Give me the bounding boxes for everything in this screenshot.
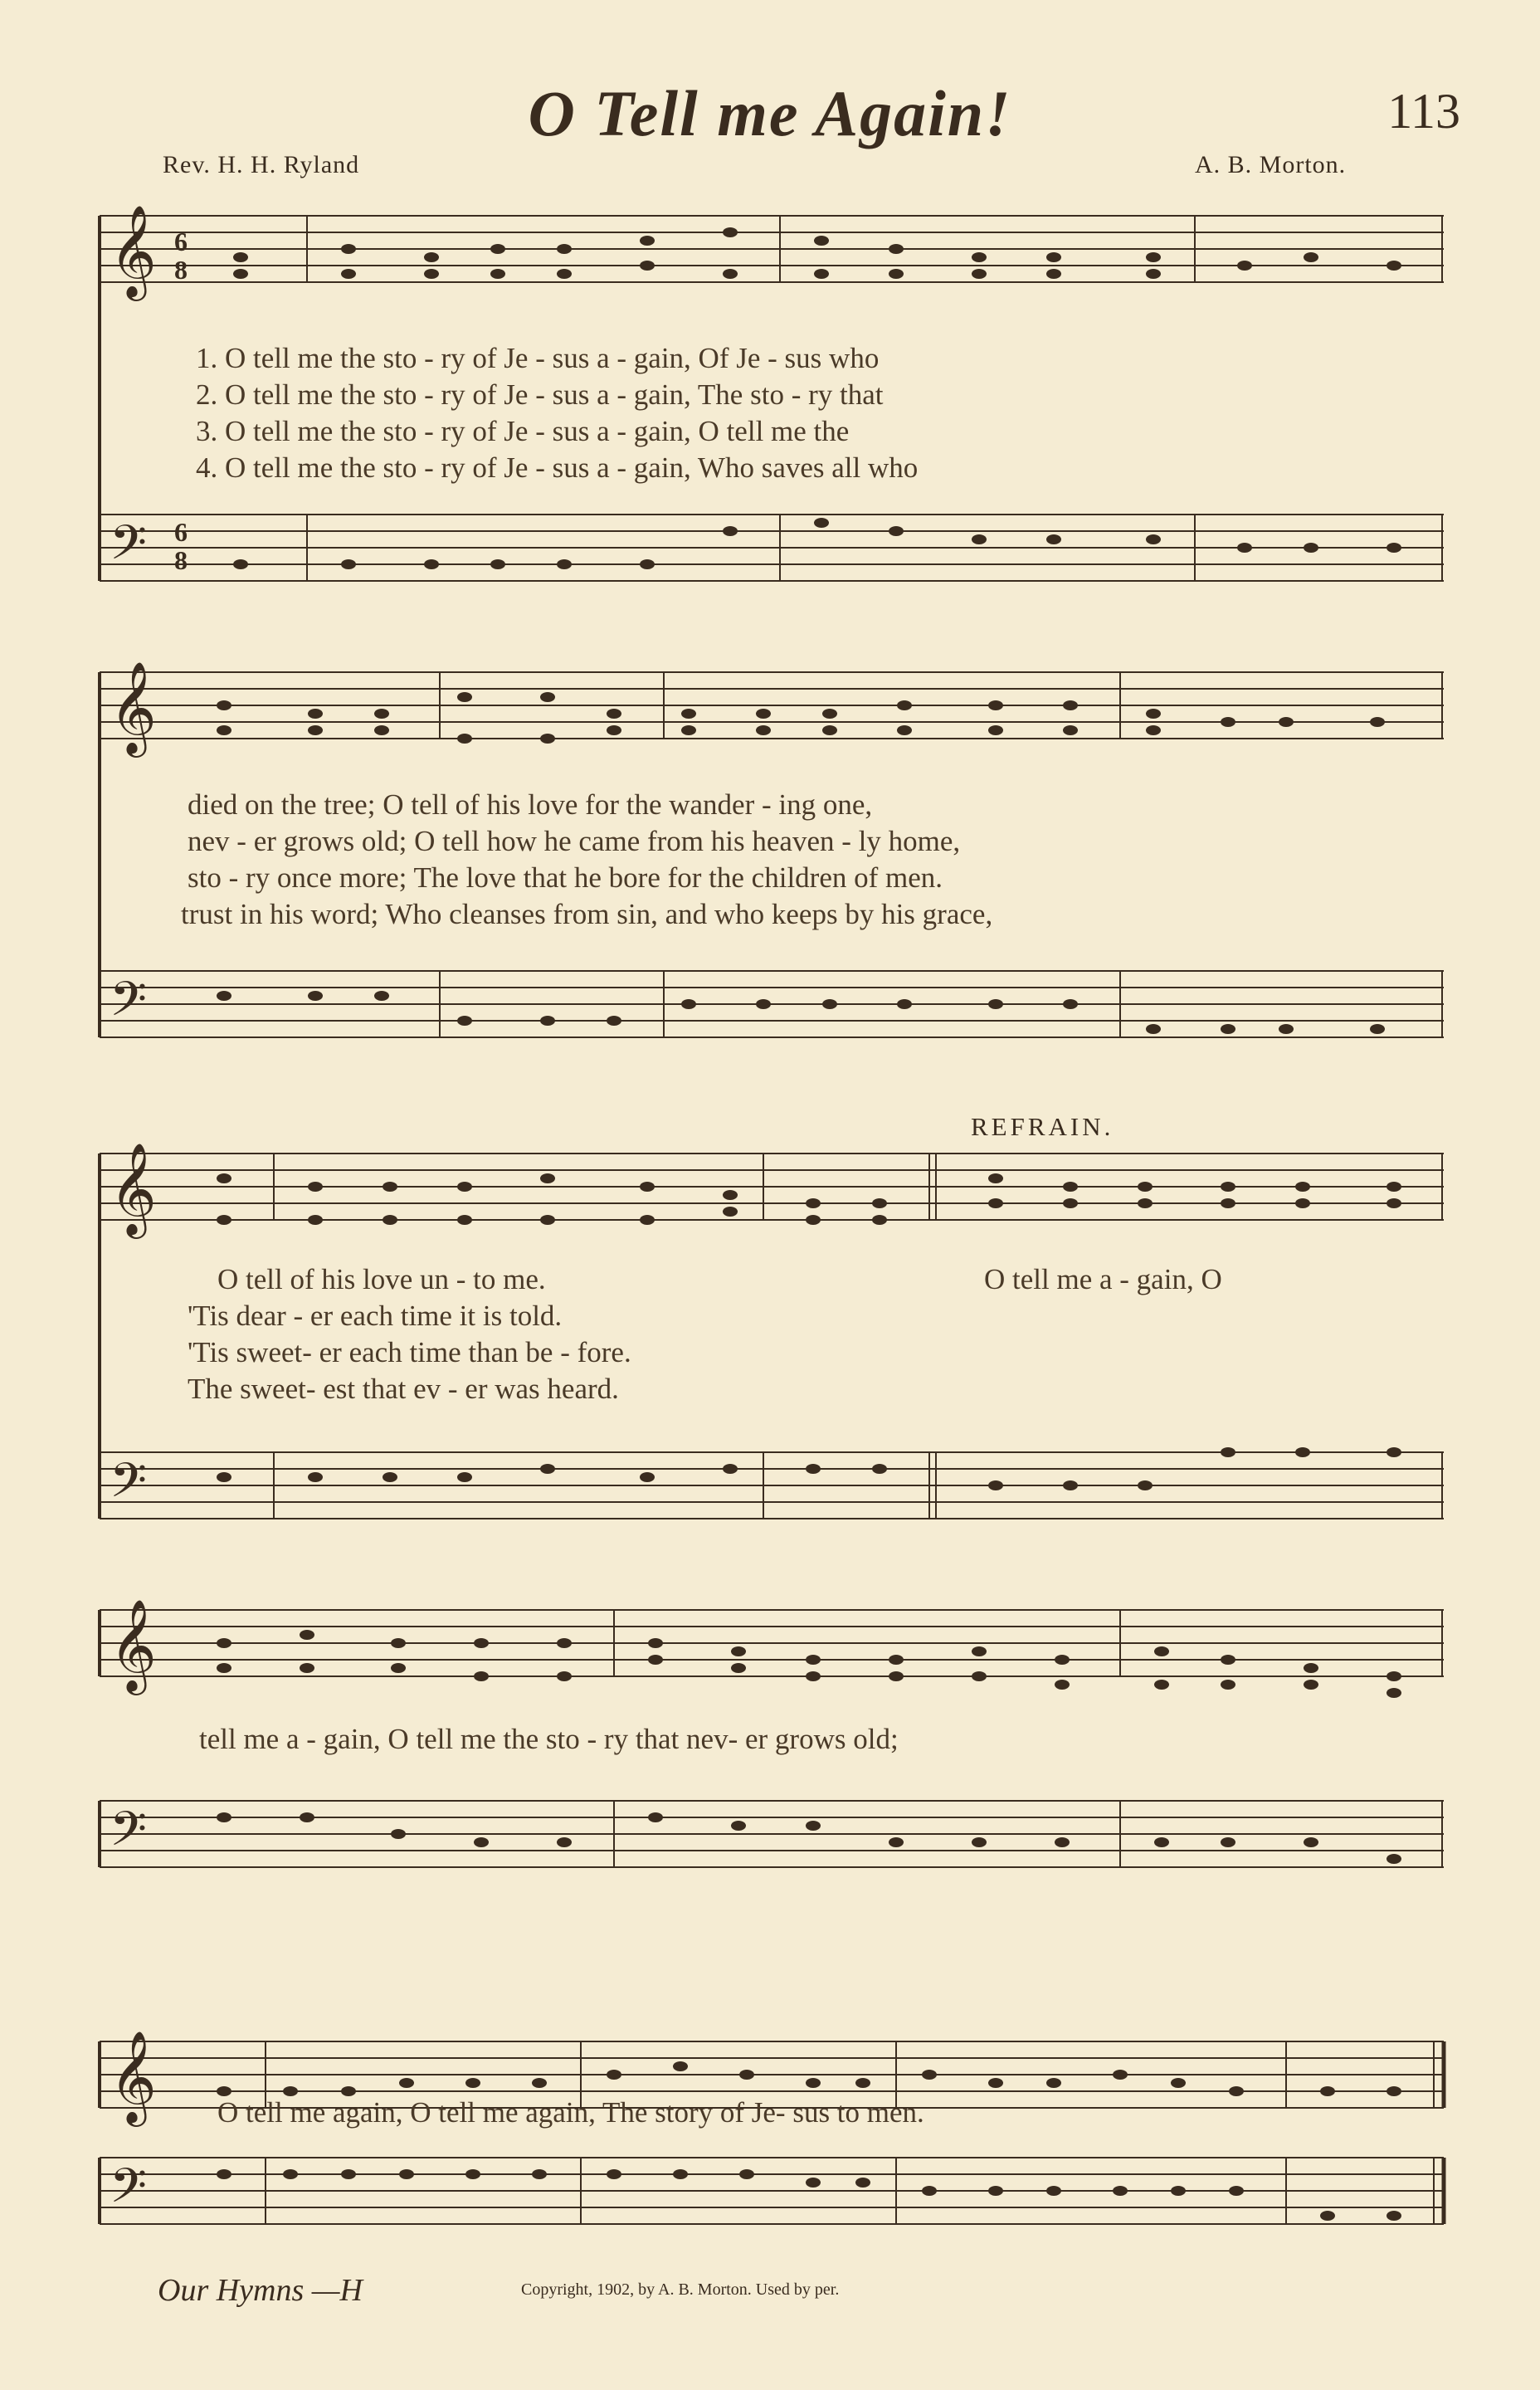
music-system-5-bass xyxy=(83,2141,1460,2274)
treble-clef-icon: 𝄞 xyxy=(110,2032,157,2121)
treble-clef-icon: 𝄞 xyxy=(110,663,157,752)
music-system-4-bass xyxy=(83,1784,1460,1917)
treble-clef-icon: 𝄞 xyxy=(110,1144,157,1233)
verse-2-line-2: nev - er grows old; O tell how he came from his heaven - ly home, xyxy=(188,825,961,857)
svg-text:6: 6 xyxy=(174,517,188,547)
bass-clef-icon: 𝄢 xyxy=(110,518,148,582)
verse-4-line-1: 4. O tell me the sto - ry of Je - sus a - gain, Who saves all who xyxy=(196,451,919,484)
verse-1-line-2: died on the tree; O tell of his love for the wander - ing one, xyxy=(188,788,873,821)
bass-clef-icon: 𝄢 xyxy=(110,2161,148,2225)
verse-3-line-2: sto - ry once more; The love that he bore for the children of men. xyxy=(188,861,943,894)
refrain-lyric-line-1: O tell me a - gain, O xyxy=(984,1263,1222,1295)
verse-4-line-2: trust in his word; Who cleanses from sin, and who keeps by his grace, xyxy=(181,898,993,930)
verse-1-line-1: 1. O tell me the sto - ry of Je - sus a - gain, Of Je - sus who xyxy=(196,342,880,374)
svg-text:8: 8 xyxy=(174,545,188,575)
refrain-label: REFRAIN. xyxy=(971,1112,1114,1141)
verse-2-line-3: 'Tis dear - er each time it is told. xyxy=(188,1300,563,1332)
bass-clef-icon: 𝄢 xyxy=(110,1456,148,1519)
verse-4-line-3: The sweet- est that ev - er was heard. xyxy=(188,1373,619,1405)
verse-3-line-1: 3. O tell me the sto - ry of Je - sus a - gain, O tell me the xyxy=(196,415,850,447)
verse-1-line-3: O tell of his love un - to me. xyxy=(217,1263,546,1295)
svg-text:6: 6 xyxy=(174,227,188,256)
svg-text:8: 8 xyxy=(174,255,188,285)
verse-2-line-1: 2. O tell me the sto - ry of Je - sus a - gain, The sto - ry that xyxy=(196,378,884,411)
treble-clef-icon: 𝄞 xyxy=(110,207,157,295)
page-number: 113 xyxy=(1387,84,1460,139)
hymn-title: O Tell me Again! xyxy=(528,77,1012,149)
bass-clef-icon: 𝄢 xyxy=(110,1804,148,1868)
lyricist-credit: Rev. H. H. Ryland xyxy=(163,151,360,178)
refrain-lyric-line-3: O tell me again, O tell me again, The story of Je- sus to men. xyxy=(217,2096,924,2129)
bass-clef-icon: 𝄢 xyxy=(110,974,148,1038)
hymnal-collection-label: Our Hymns —H xyxy=(158,2273,363,2308)
verse-3-line-3: 'Tis sweet- er each time than be - fore. xyxy=(188,1336,631,1368)
composer-credit: A. B. Morton. xyxy=(1195,151,1347,178)
treble-clef-icon: 𝄞 xyxy=(110,1601,157,1690)
refrain-lyric-line-2: tell me a - gain, O tell me the sto - ry that nev- er grows old; xyxy=(199,1723,899,1755)
copyright-notice: Copyright, 1902, by A. B. Morton. Used by per. xyxy=(521,2280,840,2299)
